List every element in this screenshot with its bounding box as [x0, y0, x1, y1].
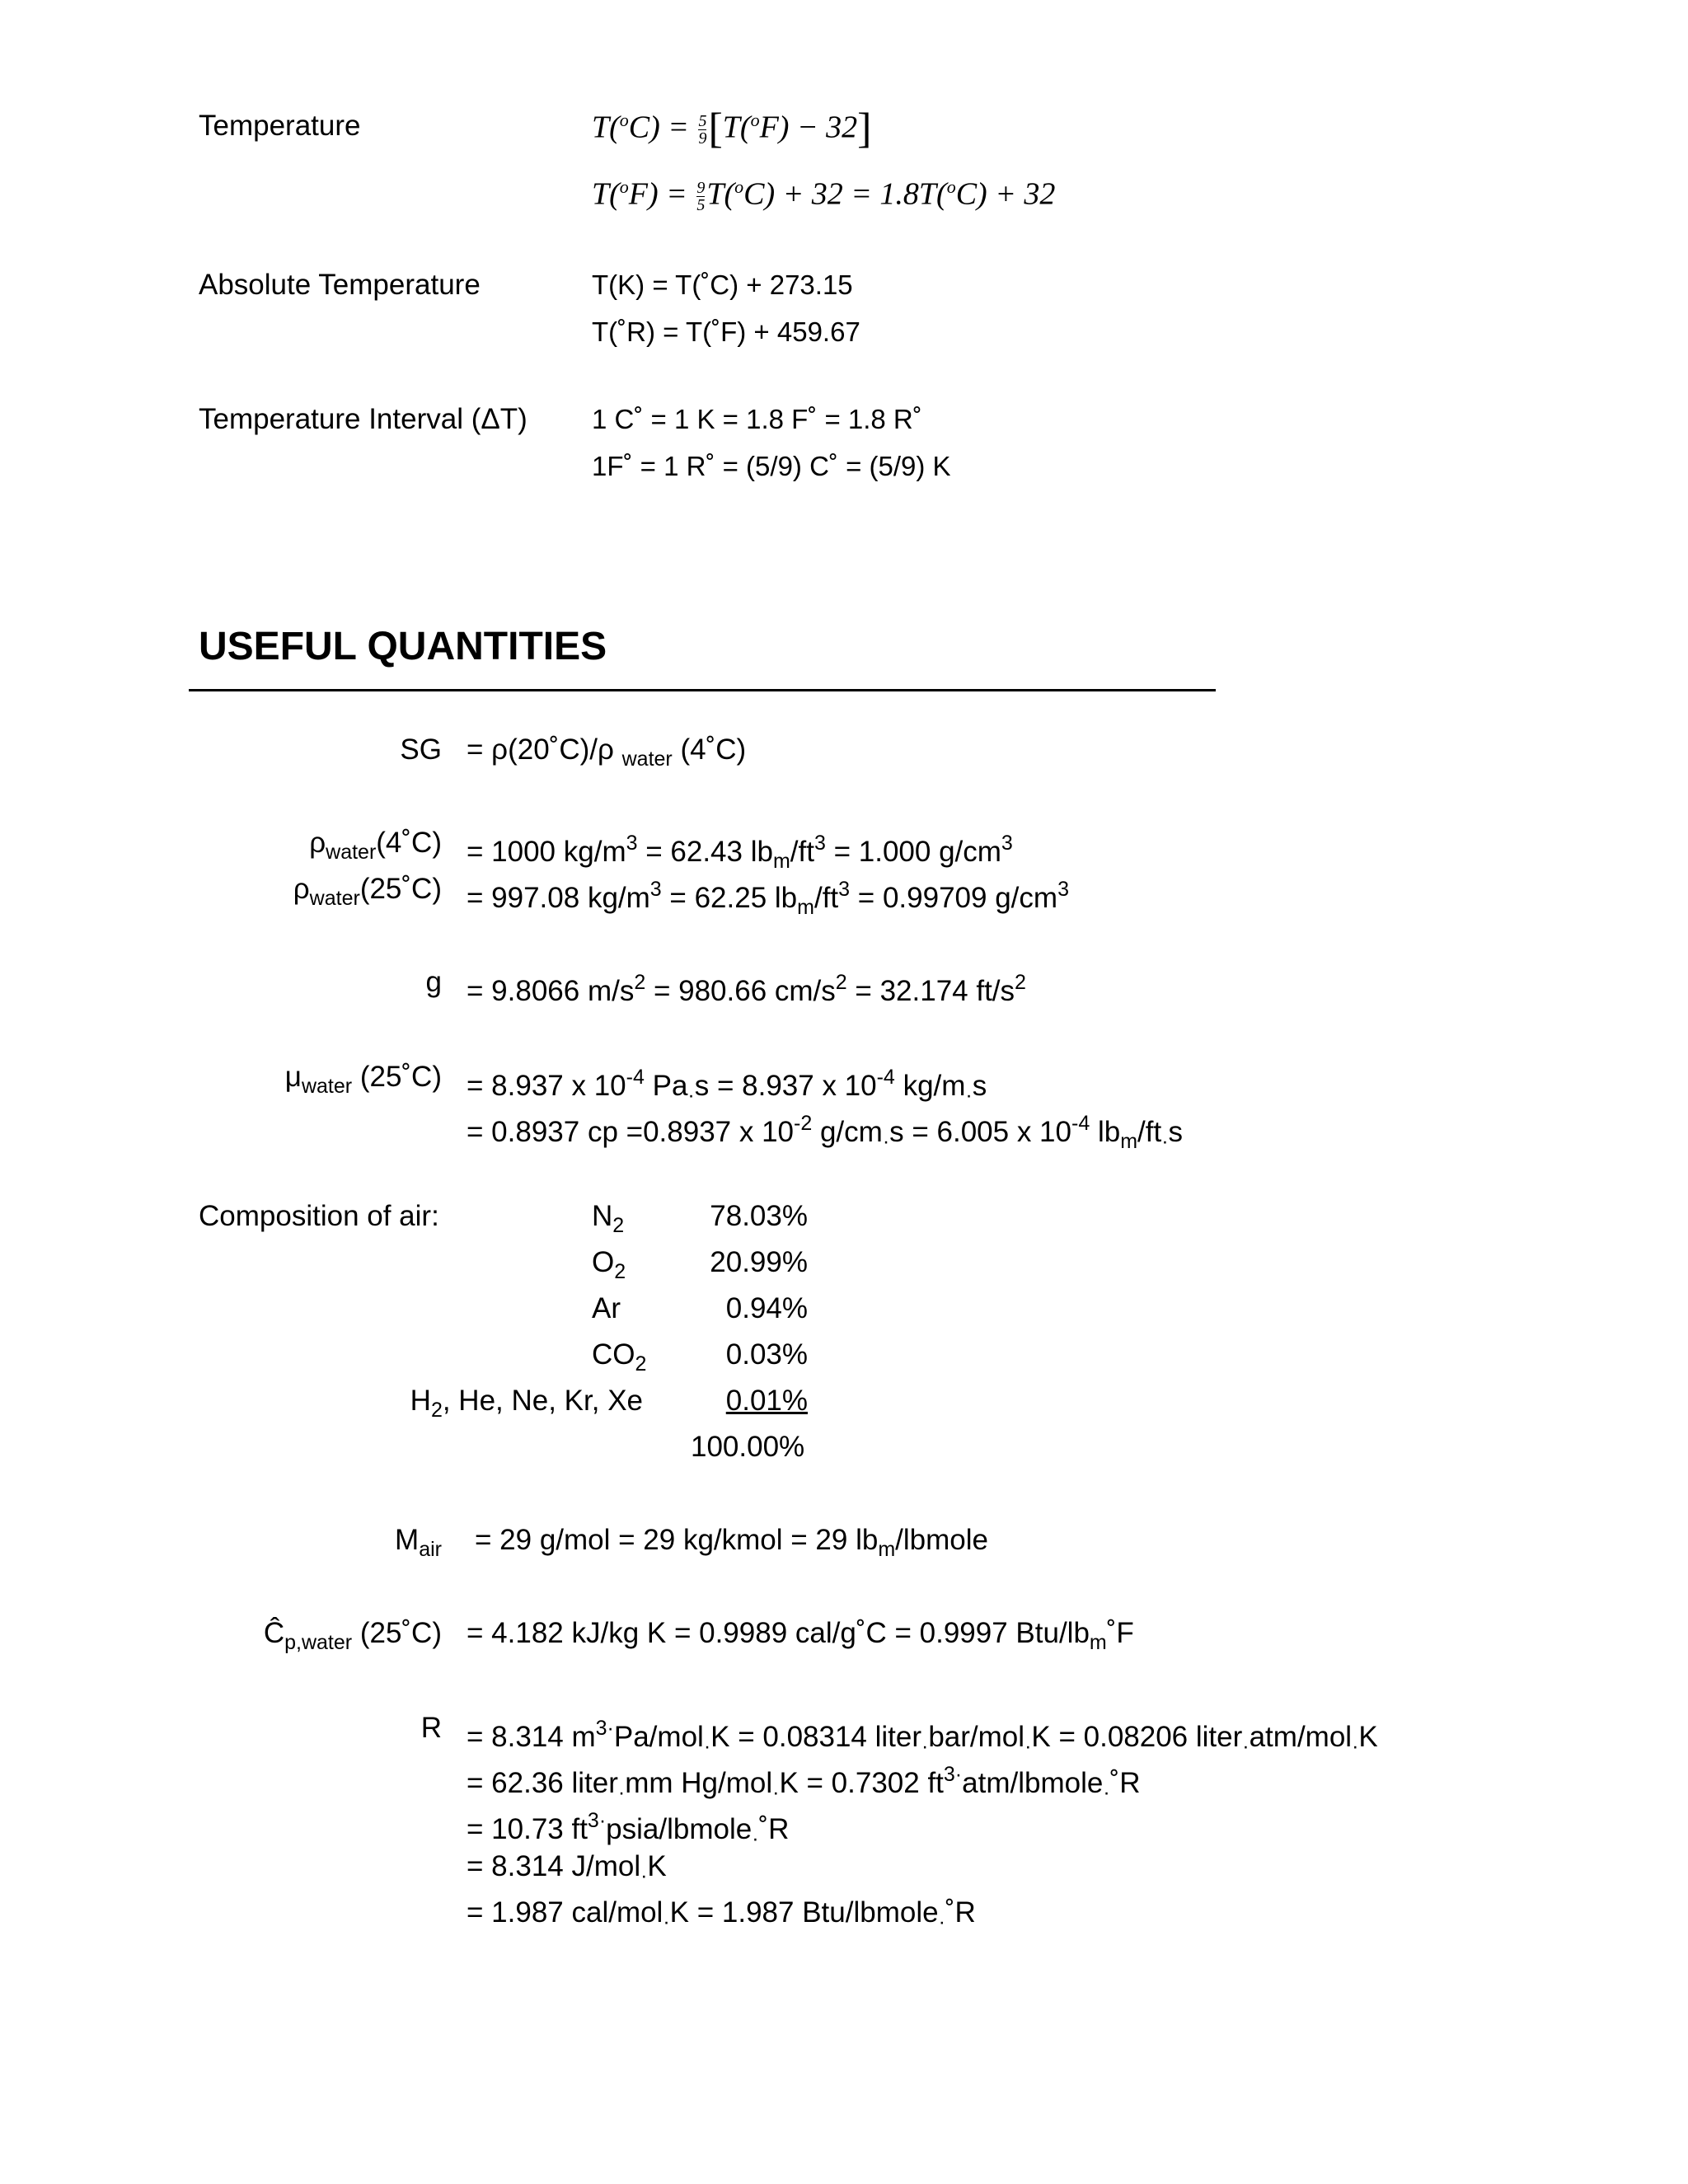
absolute-temperature-label: Absolute Temperature: [199, 269, 481, 301]
eq-part: = 0.8937 cp =0.8937 x 10: [467, 1116, 794, 1148]
gas-name: CO: [592, 1338, 635, 1371]
eq-part: = 1.987 cal/mol: [467, 1896, 663, 1929]
fraction-denominator: 5: [696, 196, 706, 215]
eq-part: kg/m: [894, 1070, 966, 1102]
fahrenheit-formula: [592, 171, 1055, 213]
formula-part: C) + 32 = 1.8T(: [743, 176, 947, 212]
gas-constant-line-3: [467, 1804, 789, 1855]
eq-part: = 4.182 kJ/kg K = 0.9989 cal/g˚C = 0.9997 Btu/lb: [467, 1617, 1090, 1649]
formula-part: o: [619, 176, 629, 197]
eq-part: = 9.8066 m/s: [467, 975, 635, 1007]
eq-dot: ·: [1025, 1735, 1032, 1758]
eq-dot: ·: [938, 1910, 945, 1933]
eq-part: s = 8.937 x 10: [694, 1070, 877, 1102]
eq-sup: 3: [626, 832, 638, 855]
eq-part: /lbmole: [895, 1524, 988, 1556]
eq-part: bar/mol: [928, 1721, 1025, 1753]
eq-sup: -4: [876, 1066, 895, 1089]
eq-dot: ·: [1161, 1130, 1169, 1153]
formula-part: o: [946, 176, 956, 197]
eq-sub: m: [797, 896, 814, 919]
eq-sup: 3: [649, 878, 662, 901]
label-sub: water: [301, 1075, 353, 1098]
eq-part: K = 0.08206 liter: [1031, 1721, 1243, 1753]
sg-equation: [467, 733, 746, 776]
absolute-kelvin: T(K) = T(˚C) + 273.15: [592, 269, 853, 300]
eq-dot: ·: [617, 1781, 626, 1804]
eq-dot: ·: [640, 1864, 648, 1887]
air-total: 100.00%: [691, 1431, 805, 1463]
label-part: ρ: [293, 873, 310, 905]
fraction-numerator: 9: [696, 179, 706, 198]
fraction-numerator: 5: [698, 112, 707, 131]
eq-part: = 997.08 kg/m: [467, 882, 650, 914]
eq-part: = 62.43 lb: [637, 836, 773, 868]
formula-part: o: [734, 176, 744, 197]
eq-part: (4˚C): [672, 733, 747, 766]
eq-part: = 8.314 m: [467, 1721, 596, 1753]
bracket-close: ]: [857, 105, 872, 152]
gas-constant-line-1: [467, 1712, 1378, 1763]
formula-part: T(: [592, 176, 620, 212]
eq-dot: ·: [663, 1910, 670, 1933]
eq-part: /ft: [814, 882, 839, 914]
eq-sub: m: [1089, 1631, 1107, 1654]
gas-sub: 2: [430, 1399, 443, 1422]
section-rule: [189, 689, 1216, 691]
eq-sup: -4: [626, 1066, 645, 1089]
fraction: [698, 113, 706, 147]
eq-part: ˚R: [1109, 1767, 1141, 1799]
eq-part: = 62.25 lb: [661, 882, 798, 914]
eq-part: = 62.36 liter: [467, 1767, 618, 1799]
gas-constant-line-2: [467, 1758, 1141, 1809]
eq-dot: ·: [687, 1084, 695, 1107]
gas-sub: 2: [614, 1260, 626, 1283]
cp-water-label: [264, 1617, 442, 1659]
fraction-denominator: 9: [698, 129, 707, 148]
formula-part: F) − 32: [759, 110, 858, 145]
eq-dot: ·: [752, 1827, 759, 1850]
interval-line-2: 1F˚ = 1 R˚ = (5/9) C˚ = (5/9) K: [592, 451, 951, 481]
eq-part: = 980.66 cm/s: [645, 975, 836, 1007]
eq-sub: water: [621, 748, 673, 771]
formula-part: C) + 32: [955, 176, 1056, 212]
air-gas-trace: [410, 1385, 643, 1427]
eq-sub: m: [772, 850, 790, 873]
eq-sup: 3: [1001, 832, 1013, 855]
formula-part: o: [619, 110, 629, 130]
formula-part: T(: [592, 110, 620, 145]
eq-part: = 8.314 J/mol: [467, 1850, 641, 1882]
eq-sup: 3: [814, 832, 826, 855]
eq-part: atm/mol: [1249, 1721, 1353, 1753]
section-title: USEFUL QUANTITIES: [199, 625, 607, 668]
label-sub: water: [309, 887, 360, 910]
m-air-label: [395, 1524, 442, 1566]
rho-water-25c-label: [293, 873, 442, 915]
air-pct-o2: 20.99%: [710, 1246, 808, 1278]
gas-constant-line-4: [467, 1850, 667, 1892]
eq-sub: m: [878, 1538, 896, 1561]
eq-part: = 32.174 ft/s: [846, 975, 1015, 1007]
sg-label: SG: [400, 733, 442, 766]
eq-part: ˚F: [1106, 1617, 1134, 1649]
absolute-rankine: T(˚R) = T(˚F) + 459.67: [592, 316, 860, 347]
formula-part: C) =: [628, 110, 697, 145]
eq-part: ˚R: [945, 1896, 976, 1929]
gas-constant-label: R: [420, 1712, 442, 1744]
air-pct-trace: 0.01%: [725, 1385, 808, 1417]
formula-part: o: [750, 110, 760, 130]
cp-water-equation: [467, 1617, 1134, 1659]
air-gas-o2: [592, 1246, 626, 1288]
eq-part: K = 0.7302 ft: [779, 1767, 944, 1799]
fraction: [696, 180, 705, 213]
air-gas-n2: [592, 1200, 624, 1242]
bracket-open: [: [708, 105, 723, 152]
eq-sup: 3: [838, 878, 851, 901]
eq-part: Pa/mol: [613, 1721, 704, 1753]
eq-sup: 3·: [595, 1717, 614, 1740]
eq-part: K: [1358, 1721, 1378, 1753]
gas-sub: 2: [612, 1214, 625, 1237]
temperature-label: Temperature: [199, 110, 361, 142]
eq-sup: 3·: [943, 1763, 963, 1786]
air-pct-ar: 0.94%: [725, 1292, 808, 1324]
rho-water-4c-equation: [467, 827, 1013, 878]
eq-dot: ·: [772, 1781, 780, 1804]
eq-part: = 0.99709 g/cm: [850, 882, 1058, 914]
formula-part: F) =: [628, 176, 696, 212]
gas-name: H: [410, 1385, 431, 1417]
label-part: ρ: [309, 827, 326, 859]
label-sub: water: [326, 841, 377, 864]
eq-part: g/cm: [812, 1116, 883, 1148]
eq-sub: m: [1120, 1130, 1138, 1153]
eq-part: /ft: [790, 836, 814, 868]
label-part: (25˚C): [359, 873, 442, 905]
eq-part: s: [972, 1070, 987, 1102]
eq-part: = 10.73 ft: [467, 1813, 588, 1845]
label-sub: p,water: [284, 1631, 353, 1654]
label-part: M: [395, 1524, 420, 1556]
label-sub: air: [419, 1538, 442, 1561]
eq-part: s: [1168, 1116, 1184, 1148]
label-part: (4˚C): [376, 827, 442, 859]
eq-dot: ·: [1352, 1735, 1359, 1758]
eq-dot: ·: [1103, 1781, 1110, 1804]
label-part: Ĉ: [263, 1617, 285, 1649]
label-part: μ: [284, 1061, 302, 1093]
eq-sup: -4: [1071, 1112, 1090, 1135]
eq-part: = ρ(20˚C)/ρ: [467, 733, 622, 766]
label-part: (25˚C): [352, 1061, 442, 1093]
eq-dot: ·: [1242, 1735, 1250, 1758]
gas-name: Ar: [592, 1292, 621, 1324]
eq-part: Pa: [644, 1070, 688, 1102]
g-label: g: [425, 966, 442, 998]
celsius-formula: [592, 104, 872, 152]
gas-sub: 2: [635, 1352, 647, 1376]
eq-dot: ·: [921, 1735, 929, 1758]
gas-name: O: [592, 1246, 615, 1278]
eq-dot: ·: [882, 1130, 890, 1153]
formula-part: T(: [706, 176, 735, 212]
eq-part: = 1000 kg/m: [467, 836, 626, 868]
rho-water-4c-label: [309, 827, 442, 869]
eq-sup: 3·: [587, 1809, 607, 1832]
rho-water-25c-equation: [467, 873, 1069, 924]
label-part: (25˚C): [352, 1617, 442, 1649]
air-composition-label: Composition of air:: [199, 1200, 439, 1232]
eq-dot: ·: [703, 1735, 711, 1758]
air-pct-co2: 0.03%: [725, 1338, 808, 1371]
m-air-equation: [475, 1524, 988, 1566]
air-pct-n2: 78.03%: [710, 1200, 808, 1232]
eq-sup: 2: [634, 971, 646, 994]
air-gas-ar: [592, 1292, 621, 1325]
eq-part: /ft: [1137, 1116, 1162, 1148]
eq-part: K = 1.987 Btu/lbmole: [669, 1896, 939, 1929]
gas-name: , He, Ne, Kr, Xe: [442, 1385, 643, 1417]
mu-water-label: [285, 1061, 442, 1103]
eq-part: ˚R: [758, 1813, 790, 1845]
formula-part: T(: [722, 110, 751, 145]
eq-sup: 3: [1057, 878, 1069, 901]
eq-sup: -2: [794, 1112, 813, 1135]
eq-part: psia/lbmole: [606, 1813, 753, 1845]
interval-line-1: 1 C˚ = 1 K = 1.8 F˚ = 1.8 R˚: [592, 404, 922, 434]
gas-name: N: [592, 1200, 613, 1232]
eq-dot: ·: [965, 1084, 973, 1107]
eq-part: = 29 g/mol = 29 kg/kmol = 29 lb: [475, 1524, 879, 1556]
eq-part: = 1.000 g/cm: [825, 836, 1001, 868]
eq-sup: 2: [1015, 971, 1026, 994]
air-gas-co2: [592, 1338, 646, 1380]
gas-constant-line-5: [467, 1896, 976, 1938]
eq-part: lb: [1090, 1116, 1121, 1148]
eq-sup: 2: [835, 971, 847, 994]
eq-part: mm Hg/mol: [625, 1767, 773, 1799]
eq-part: K: [647, 1850, 667, 1882]
eq-part: = 8.937 x 10: [467, 1070, 626, 1102]
g-equation: [467, 966, 1026, 1008]
eq-part: s = 6.005 x 10: [889, 1116, 1071, 1148]
mu-water-equation-1: [467, 1061, 987, 1112]
temperature-interval-label: Temperature Interval (ΔT): [199, 403, 528, 435]
eq-part: atm/lbmole: [962, 1767, 1104, 1799]
mu-water-equation-2: [467, 1107, 1183, 1158]
eq-part: K = 0.08314 liter: [710, 1721, 922, 1753]
